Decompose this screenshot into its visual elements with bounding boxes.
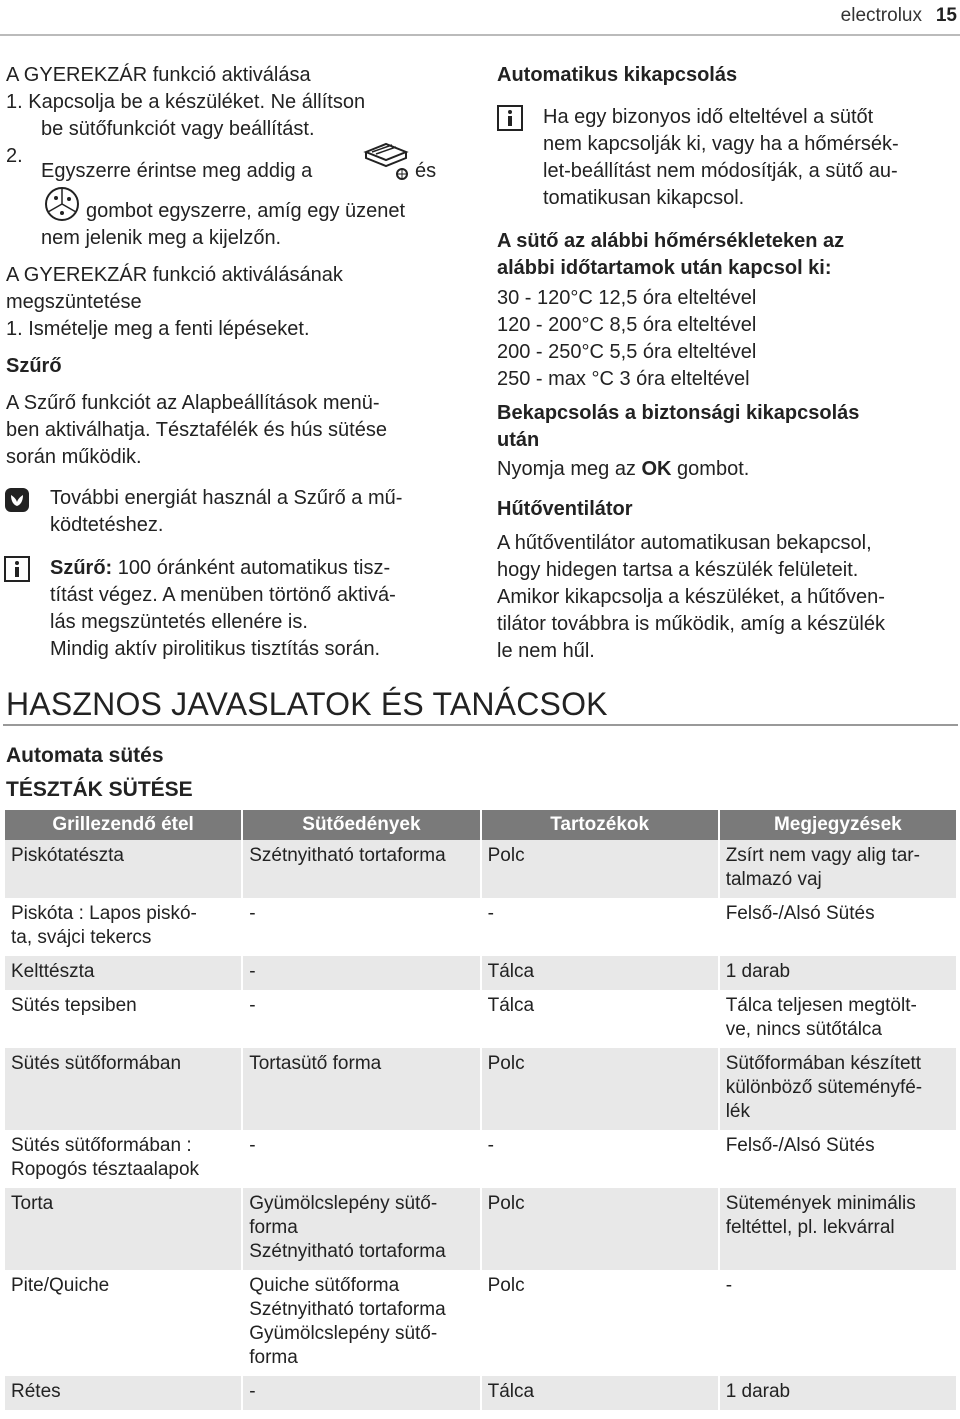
- fan-text-5: le nem hűl.: [497, 640, 595, 662]
- table-cell: Sütőformában készített különböző süteményfé- lék: [720, 1048, 956, 1130]
- auto-baking-heading: Automata sütés: [6, 744, 164, 767]
- table-row: [5, 990, 956, 1048]
- childlock-deactivate-heading-cont: megszüntetése: [6, 291, 142, 313]
- step-2-text: Egyszerre érintse meg addig a: [41, 160, 313, 182]
- auto-off-info-3: let-beállítást nem módosítják, a sütő au-: [543, 160, 898, 182]
- table-cell: -: [243, 956, 479, 990]
- step-1-text: 1. Kapcsolja be a készüléket. Ne állítson: [6, 91, 366, 113]
- restart-heading: Bekapcsolás a biztonsági kikapcsolás: [497, 402, 860, 424]
- table-cell: Piskóta : Lapos piskó- ta, svájci tekercs: [5, 898, 241, 956]
- table-cell: -: [243, 1376, 479, 1410]
- restart-text: [497, 456, 749, 483]
- energy-note-1: További energiát használ a Szűrő a mű-: [50, 487, 403, 509]
- table-cell: Polc: [482, 1270, 718, 1376]
- table-cell: -: [482, 1130, 718, 1188]
- table-cell: Szétnyitható tortaforma: [243, 840, 479, 898]
- step-2-and: és: [415, 160, 437, 182]
- restart-text-pre: Nyomja meg az: [497, 458, 642, 480]
- fan-text-3: Amikor kikapcsolja a készüléket, a hűtőven-: [497, 586, 885, 608]
- table-cell: Tortasütő forma: [243, 1048, 479, 1130]
- table-cell: -: [482, 898, 718, 956]
- info-icon: [4, 556, 30, 582]
- ok-label: OK: [641, 458, 672, 480]
- table-cell: Tálca: [482, 1376, 718, 1410]
- restart-text-post: gombot.: [671, 458, 750, 480]
- table-row: [5, 898, 956, 956]
- table-header-cell: Grillezendő étel: [5, 810, 241, 840]
- filter-text-3: során működik.: [6, 446, 142, 468]
- table-row: [5, 1376, 956, 1410]
- table-cell: Polc: [482, 1188, 718, 1270]
- deactivate-step-1: 1. Ismételje meg a fenti lépéseket.: [6, 318, 310, 340]
- table-cell: Quiche sütőforma Szétnyitható tortaforma Gyümölcslepény sütő- forma: [243, 1270, 479, 1376]
- table-cell: Rétes: [5, 1376, 241, 1410]
- filter-text-1: A Szűrő funkciót az Alapbeállítások menü-: [6, 392, 380, 414]
- table-cell: Zsírt nem vagy alig tar- talmazó vaj: [720, 840, 956, 898]
- filter-info-2: títást végez. A menüben törtönő aktivá-: [50, 584, 396, 606]
- table-row: [5, 1270, 956, 1376]
- temp-times-heading: A sütő az alábbi hőmérsékleteken az: [497, 230, 845, 252]
- step-1-text-cont: be sütőfunkciót vagy beállítást.: [41, 118, 315, 140]
- childlock-activate-heading: A GYEREKZÁR funkció aktiválása: [6, 64, 311, 86]
- table-cell: Sütés tepsiben: [5, 990, 241, 1048]
- table-cell: -: [243, 1130, 479, 1188]
- table-row: [5, 1048, 956, 1130]
- table-header-cell: Megjegyzések: [720, 810, 956, 840]
- table-cell: Sütés sütőformában : Ropogós tésztaalapok: [5, 1130, 241, 1188]
- childlock-deactivate-heading: A GYEREKZÁR funkció aktiválásának: [6, 264, 343, 286]
- table-cell: Piskótatészta: [5, 840, 241, 898]
- filter-info-3: lás megszüntetés ellenére is.: [50, 611, 308, 633]
- auto-off-heading: Automatikus kikapcsolás: [497, 64, 738, 86]
- table-cell: Sütés sütőformában: [5, 1048, 241, 1130]
- step-2-text-cont: gombot egyszerre, amíg egy üzenet: [86, 200, 406, 222]
- table-row: [5, 840, 956, 898]
- table-cell: -: [243, 898, 479, 956]
- table-cell: -: [720, 1270, 956, 1376]
- table-cell: Kelttészta: [5, 956, 241, 990]
- filter-text-2: ben aktiválhatja. Tésztafélék és hús sütése: [6, 419, 387, 441]
- table-cell: Tálca: [482, 956, 718, 990]
- table-header-row: [5, 810, 956, 840]
- pizza-button-icon: [42, 184, 82, 224]
- table-row: [5, 1130, 956, 1188]
- fan-text-4: tilátor továbbra is működik, amíg a készülék: [497, 613, 885, 635]
- table-row: [5, 956, 956, 990]
- table-cell: -: [243, 990, 479, 1048]
- filter-info-text: 100 óránként automatikus tisz-: [112, 557, 391, 579]
- fan-text-2: hogy hidegen tartsa a készülék felületeit.: [497, 559, 859, 581]
- info-icon: [497, 105, 523, 131]
- table-header-cell: Tartozékok: [482, 810, 718, 840]
- grill-fan-button-icon: [362, 142, 412, 184]
- filter-info-4: Mindig aktív pirolitikus tisztítás során.: [50, 638, 381, 660]
- table-cell: Tálca: [482, 990, 718, 1048]
- table-cell: Pite/Quiche: [5, 1270, 241, 1376]
- section-title: HASZNOS JAVASLATOK ÉS TANÁCSOK: [6, 686, 608, 722]
- table-cell: Sütemények minimális feltéttel, pl. lekvárral: [720, 1188, 956, 1270]
- fan-heading: Hűtőventilátor: [497, 498, 633, 520]
- filter-info-1: [50, 555, 390, 582]
- table-cell: Felső-/Alsó Sütés: [720, 1130, 956, 1188]
- auto-off-info-1: Ha egy bizonyos idő elteltével a sütőt: [543, 106, 874, 128]
- filter-heading: Szűrő: [6, 355, 62, 377]
- table-cell: Polc: [482, 840, 718, 898]
- baking-table: [3, 810, 958, 1410]
- table-row: [5, 1188, 956, 1270]
- table-cell: Felső-/Alsó Sütés: [720, 898, 956, 956]
- temp-times-heading-cont: alábbi időtartamok után kapcsol ki:: [497, 257, 832, 279]
- page-number: 15: [935, 5, 957, 26]
- table-cell: Torta: [5, 1188, 241, 1270]
- step-2-text-end: nem jelenik meg a kijelzőn.: [41, 227, 282, 249]
- table-cell: Gyümölcslepény sütő- forma Szétnyitható tortaforma: [243, 1188, 479, 1270]
- temp-time-row-1: 30 - 120°C 12,5 óra elteltével: [497, 287, 757, 309]
- fan-text-1: A hűtőventilátor automatikusan bekapcsol,: [497, 532, 872, 554]
- table-header-cell: Sütőedények: [243, 810, 479, 840]
- temp-time-row-2: 120 - 200°C 8,5 óra elteltével: [497, 314, 757, 336]
- table-cell: Tálca teljesen megtölt- ve, nincs sütőtálca: [720, 990, 956, 1048]
- temp-time-row-3: 200 - 250°C 5,5 óra elteltével: [497, 341, 757, 363]
- energy-note-2: ködtetéshez.: [50, 514, 164, 536]
- brand-name: electrolux: [840, 5, 922, 26]
- step-2-number: 2.: [6, 145, 23, 167]
- auto-off-info-2: nem kapcsolják ki, vagy ha a hőmérsék-: [543, 133, 899, 155]
- energy-leaf-icon: [4, 487, 30, 513]
- pastry-baking-heading: TÉSZTÁK SÜTÉSE: [6, 778, 193, 801]
- temp-time-row-4: 250 - max °C 3 óra elteltével: [497, 368, 750, 390]
- table-cell: Polc: [482, 1048, 718, 1130]
- restart-heading-cont: után: [497, 429, 540, 451]
- auto-off-info-4: tomatikusan kikapcsol.: [543, 187, 745, 209]
- filter-info-label: Szűrő:: [50, 557, 113, 579]
- table-cell: 1 darab: [720, 956, 956, 990]
- table-cell: 1 darab: [720, 1376, 956, 1410]
- section-divider: [3, 724, 958, 726]
- header-divider: [0, 34, 960, 36]
